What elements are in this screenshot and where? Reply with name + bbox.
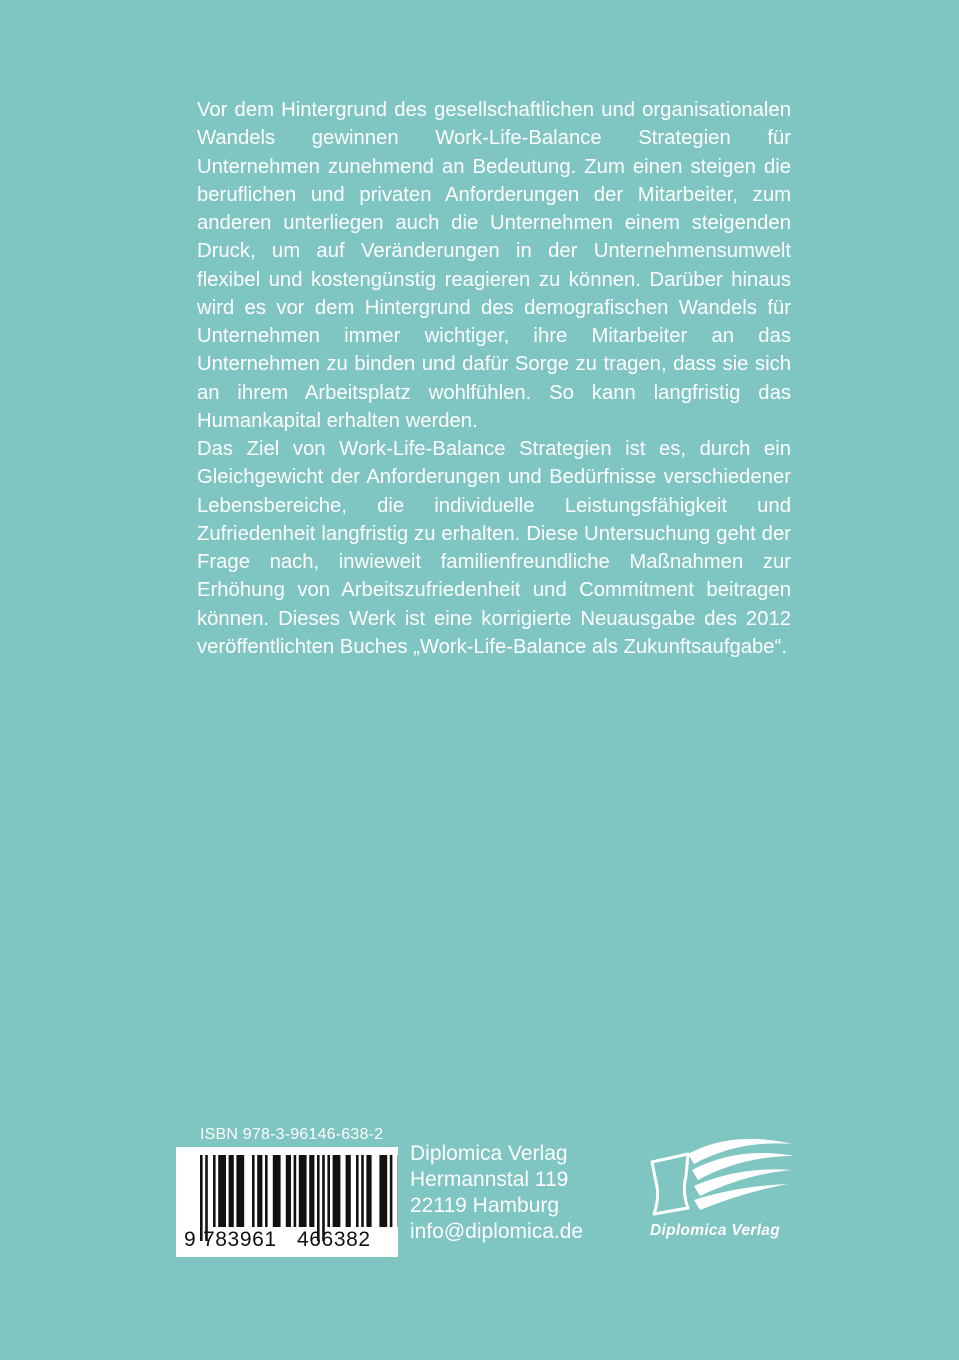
barcode-bar (299, 1155, 307, 1227)
logo-wordmark: Diplomica Verlag (650, 1222, 780, 1239)
barcode-bar (346, 1155, 351, 1227)
barcode-bar (218, 1155, 226, 1227)
barcode-bar (366, 1155, 371, 1227)
barcode-bar (265, 1155, 268, 1227)
barcode-bar (257, 1155, 262, 1227)
barcode (176, 1147, 398, 1257)
barcode-bar (390, 1155, 393, 1227)
blurb-paragraph-2: Das Ziel von Work-Life-Balance Strategien ist es, durch ein Gleichgewicht der Anforderungen und Bedürfnisse verschiedener Lebensbereiche, die individuelle Leistungsfähigkeit und Zufriedenheit langfristig zu erhalten. Diese Untersuchung geht der Frage nach, inwieweit familienfreundliche Maßnahmen zur Erhöhung von Arbeitszufriedenheit und Commitment beitragen können. Dieses Werk ist eine korrigierte Neuausgabe des 2012 veröffentlichten Buches „Work-Life-Balance als Zukunftsaufgabe“. (197, 438, 791, 658)
barcode-left-digits: 783961 (203, 1228, 277, 1251)
barcode-bar (356, 1155, 359, 1227)
barcode-bar (294, 1155, 297, 1227)
barcode-bar (236, 1155, 244, 1227)
barcode-bar (327, 1155, 330, 1227)
publisher-street: Hermannstal 119 (410, 1168, 569, 1191)
barcode-first-digit: 9 (184, 1228, 196, 1251)
back-cover-blurb (197, 96, 791, 661)
barcode-right-digits: 466382 (297, 1228, 371, 1251)
barcode-bar (229, 1155, 234, 1227)
publisher-name: Diplomica Verlag (410, 1142, 568, 1165)
barcode-bar (213, 1155, 216, 1227)
barcode-bar (252, 1155, 255, 1227)
barcode-bar (286, 1155, 291, 1227)
barcode-bars (176, 1147, 398, 1257)
publisher-address (410, 1141, 583, 1245)
publisher-email: info@diplomica.de (410, 1220, 584, 1243)
barcode-bar (361, 1155, 364, 1227)
barcode-bar (333, 1155, 341, 1227)
barcode-bar (379, 1155, 387, 1227)
blurb-paragraph-1: Vor dem Hintergrund des gesellschaftlichen und organisationalen Wandels gewinnen Work-Life-Balance Strategien für Unternehmen zunehmend an Bedeutung. Zum einen steigen die beruflichen und privaten Anforderungen der Mitarbeiter, zum anderen unterliegen auch die Unternehmen einem steigenden Druck, um auf Veränderungen in der Unternehmensumwelt flexibel und kostengünstig reagieren zu können. Darüber hinaus wird es vor dem Hintergrund des demografischen Wandels für Unternehmen immer wichtiger, ihre Mitarbeiter an das Unternehmen zu binden und dafür Sorge zu tragen, dass sie sich an ihrem Arbeitsplatz wohlfühlen. So kann langfristig das Humankapital erhalten werden. (197, 99, 791, 432)
barcode-bar (309, 1155, 314, 1227)
publisher-city: 22119 Hamburg (410, 1194, 560, 1217)
barcode-bar (273, 1155, 281, 1227)
isbn-label: ISBN 978-3-96146-638-2 (200, 1126, 384, 1143)
